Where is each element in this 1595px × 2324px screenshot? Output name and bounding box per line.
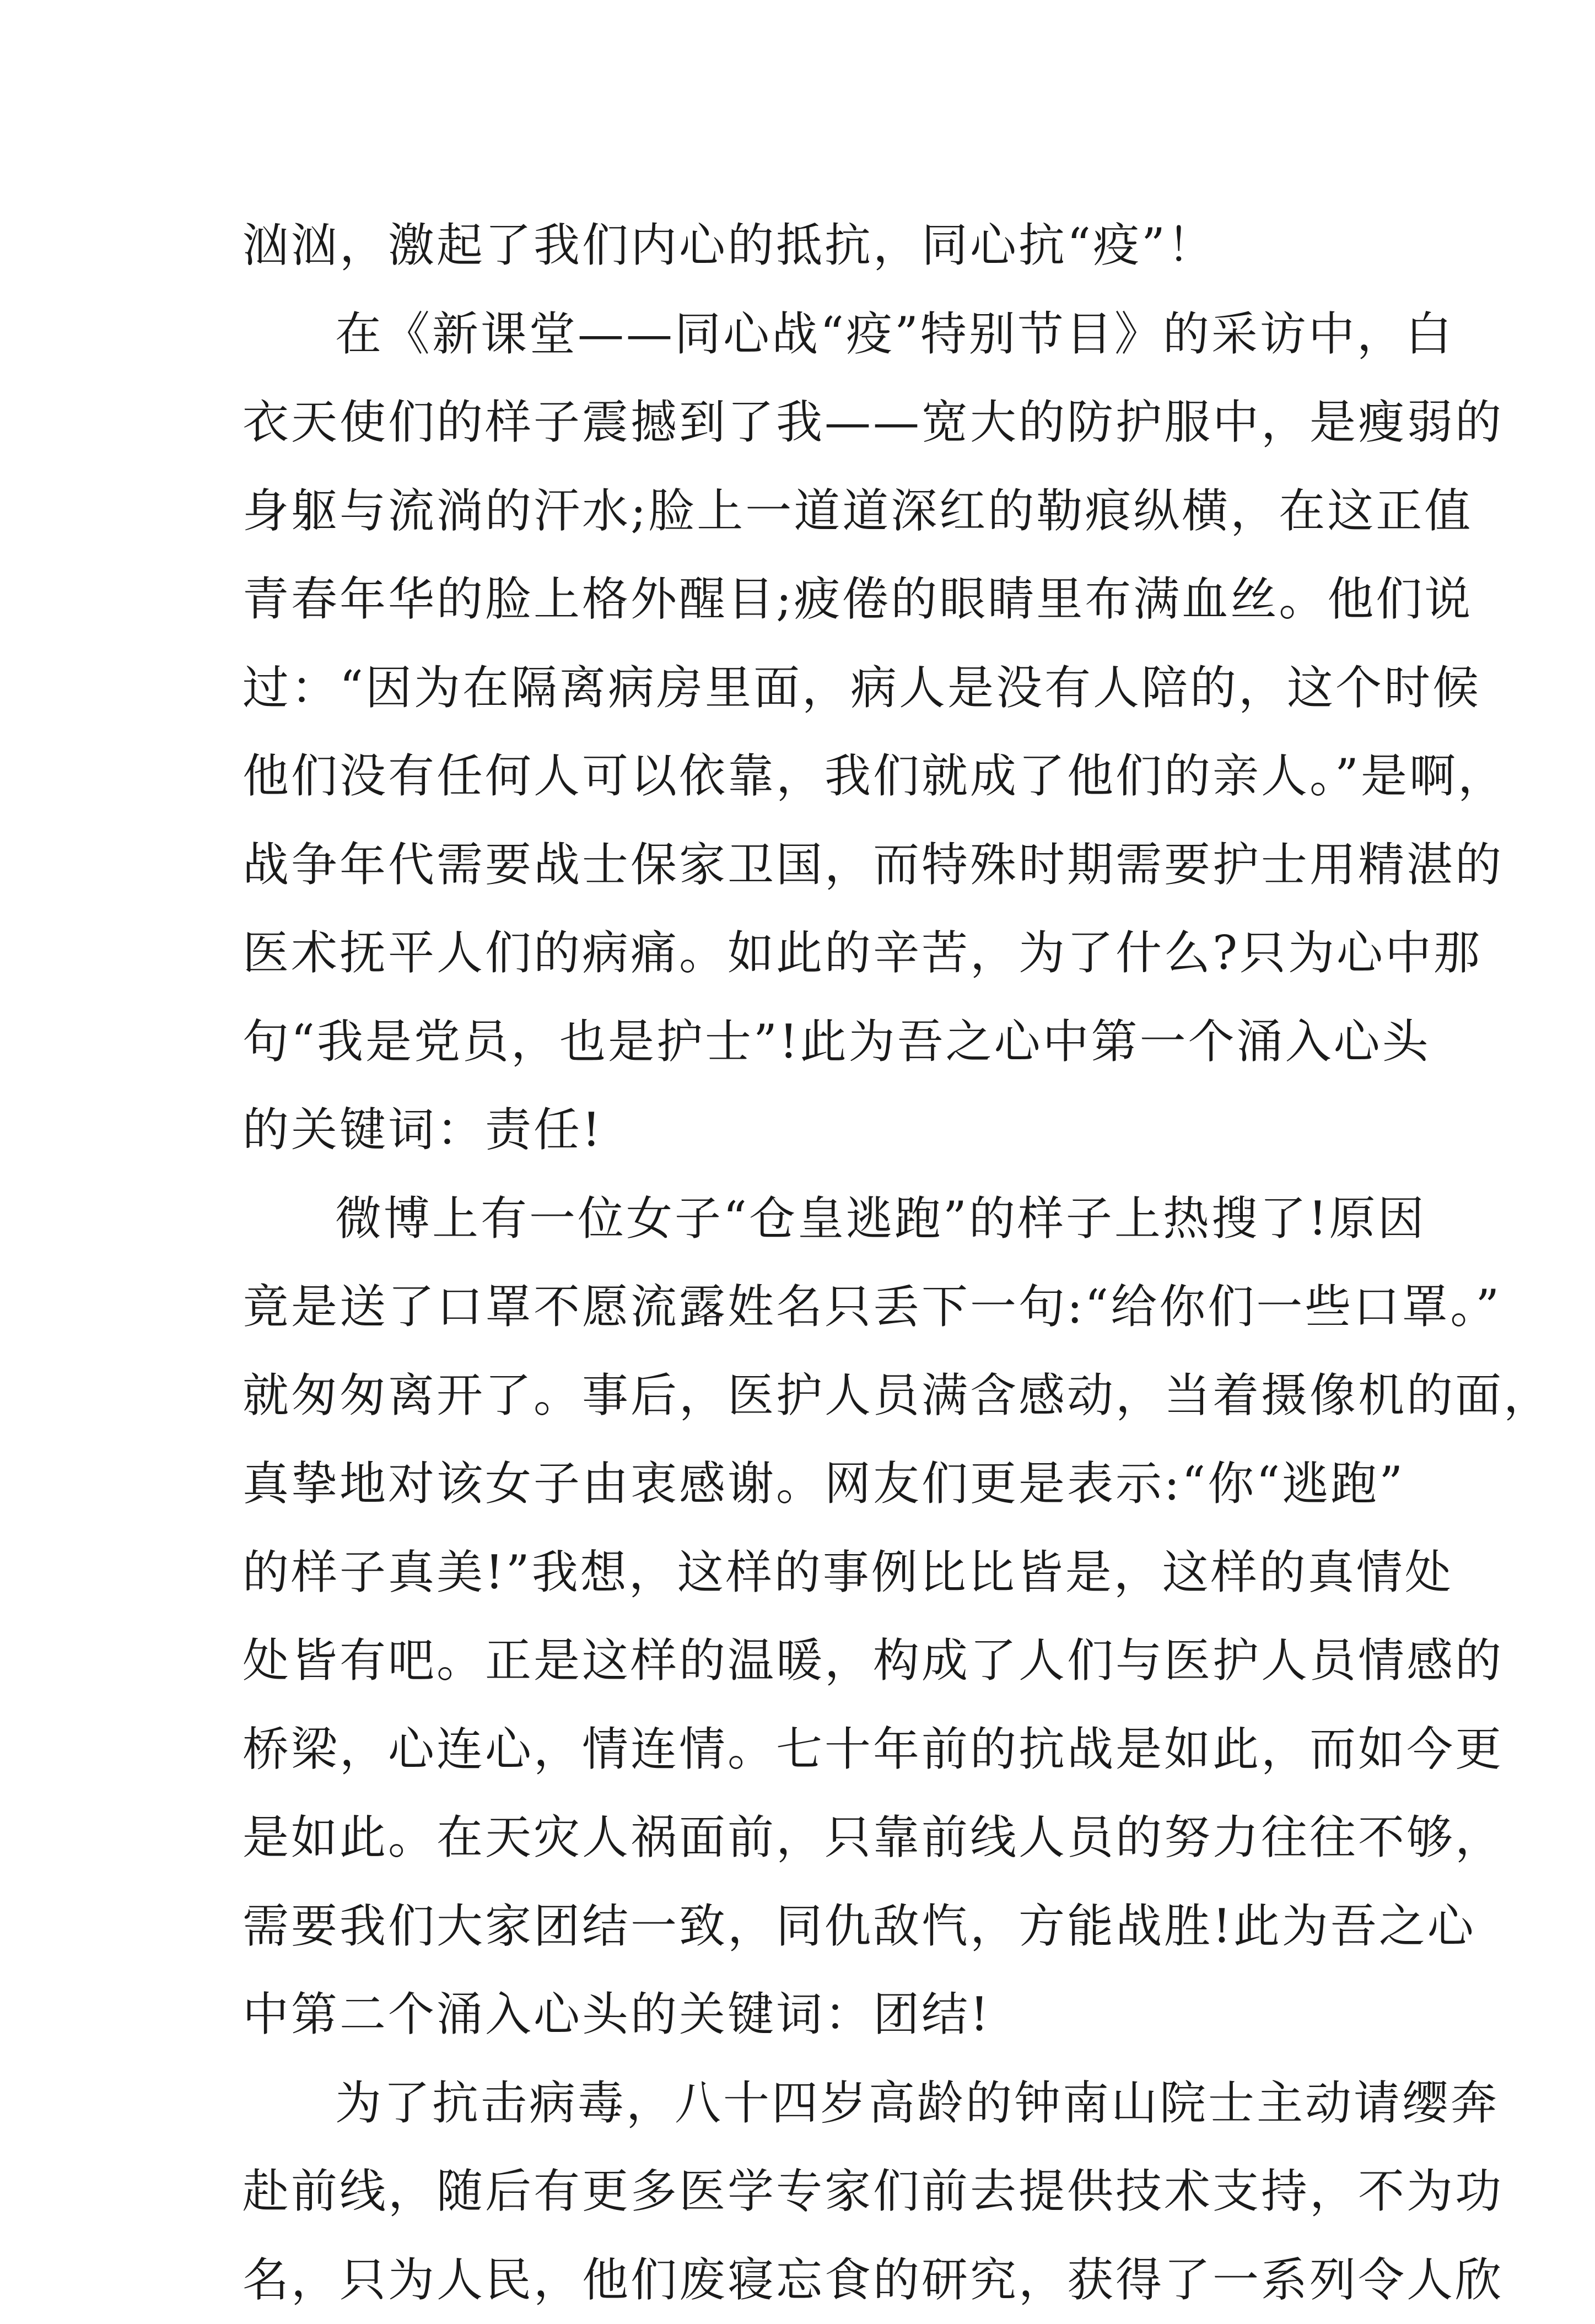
text-line: 处皆有吧。正是这样的温暖，构成了人们与医护人员情感的	[243, 1616, 1361, 1705]
paragraph-start-line: 为了抗击病毒，八十四岁高龄的钟南山院士主动请缨奔	[243, 2059, 1361, 2148]
text-line: 过：“因为在隔离病房里面，病人是没有人陪的，这个时候	[243, 644, 1361, 732]
text-line: 赴前线，随后有更多医学专家们前去提供技术支持，不为功	[243, 2147, 1361, 2236]
text-line: 句“我是党员，也是护士”!此为吾之心中第一个涌入心头	[243, 997, 1361, 1086]
text-line: 战争年代需要战士保家卫国，而特殊时期需要护士用精湛的	[243, 821, 1361, 909]
text-line: 就匆匆离开了。事后，医护人员满含感动，当着摄像机的面，	[243, 1351, 1361, 1440]
text-line: 桥梁，心连心，情连情。七十年前的抗战是如此，而如今更	[243, 1705, 1361, 1794]
text-line: 他们没有任何人可以依靠，我们就成了他们的亲人。”是啊，	[243, 732, 1361, 821]
text-line: 竟是送了口罩不愿流露姓名只丢下一句:“给你们一些口罩。”	[243, 1263, 1361, 1351]
text-line: 身躯与流淌的汗水;脸上一道道深红的勒痕纵横，在这正值	[243, 467, 1361, 556]
text-line: 名，只为人民，他们废寝忘食的研究，获得了一系列令人欣	[243, 2236, 1361, 2324]
paragraph-start-line: 微博上有一位女子“仓皇逃跑”的样子上热搜了!原因	[243, 1174, 1361, 1263]
paragraph-start-line: 在《新课堂——同心战“疫”特别节目》的采访中，白	[243, 290, 1361, 379]
text-line: 中第二个涌入心头的关键词：团结!	[243, 1970, 1361, 2059]
body-text	[243, 201, 1361, 2324]
text-line: 需要我们大家团结一致，同仇敌忾，方能战胜!此为吾之心	[243, 1882, 1361, 1971]
text-line: 真挚地对该女子由衷感谢。网友们更是表示:“你“逃跑”	[243, 1439, 1361, 1528]
text-line: 的样子真美!”我想，这样的事例比比皆是，这样的真情处	[243, 1528, 1361, 1617]
text-line: 医术抚平人们的病痛。如此的辛苦，为了什么?只为心中那	[243, 909, 1361, 997]
text-line: 汹汹，激起了我们内心的抵抗，同心抗“疫”！	[243, 201, 1361, 290]
text-line: 衣天使们的样子震撼到了我——宽大的防护服中，是瘦弱的	[243, 378, 1361, 467]
text-line: 青春年华的脸上格外醒目;疲倦的眼睛里布满血丝。他们说	[243, 555, 1361, 644]
text-line: 是如此。在天灾人祸面前，只靠前线人员的努力往往不够，	[243, 1793, 1361, 1882]
text-line: 的关键词：责任!	[243, 1086, 1361, 1174]
